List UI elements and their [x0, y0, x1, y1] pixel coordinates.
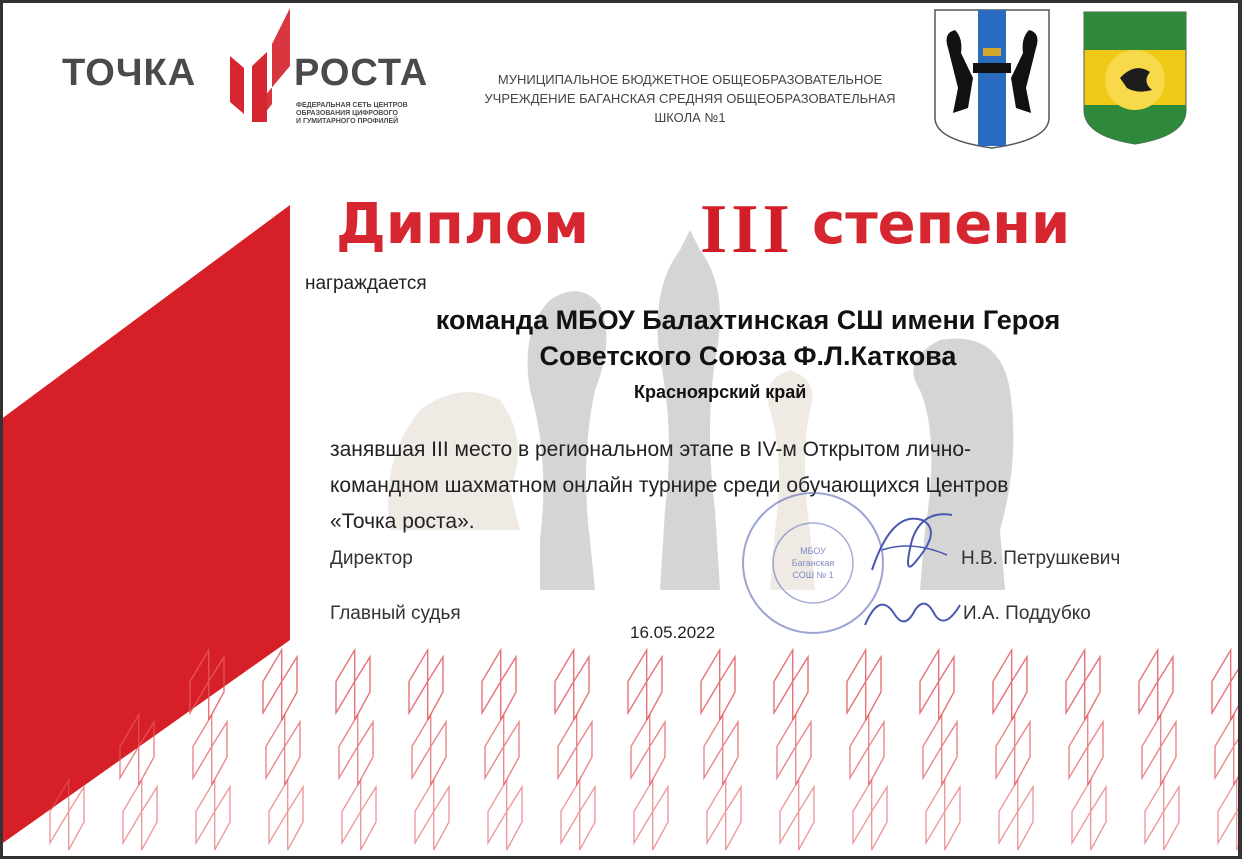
award-date: 16.05.2022 — [630, 623, 716, 642]
sprout-pattern-mark — [847, 650, 881, 720]
region: Красноярский край — [634, 382, 807, 402]
school-name — [455, 70, 925, 127]
diploma-title-degree-word: степени — [812, 192, 1071, 257]
sprout-pattern-mark — [999, 780, 1033, 850]
sprout-pattern-mark — [339, 715, 373, 785]
school-name-line: ШКОЛА №1 — [654, 110, 726, 125]
sprout-pattern-mark — [488, 780, 522, 850]
sprout-pattern-mark — [1218, 780, 1242, 850]
sprout-pattern-mark — [50, 780, 84, 850]
sprout-pattern-mark — [485, 715, 519, 785]
stamp-text: МБОУ Баганская СОШ № 1 — [791, 546, 835, 580]
sprout-pattern-mark — [996, 715, 1030, 785]
sprout-pattern-mark — [1069, 715, 1103, 785]
logo-tagline-line: ОБРАЗОВАНИЯ ЦИФРОВОГО — [296, 110, 398, 117]
awarded-label: награждается — [305, 273, 427, 294]
judge-label: Главный судья — [330, 603, 461, 624]
sprout-pattern-mark — [777, 715, 811, 785]
sprout-pattern-mark — [269, 780, 303, 850]
logo-sprout-icon — [222, 4, 297, 126]
sprout-pattern-mark — [1145, 780, 1179, 850]
sprout-pattern-mark — [482, 650, 516, 720]
team-name — [348, 302, 1148, 374]
sprout-pattern-mark — [196, 780, 230, 850]
school-name-line: МУНИЦИПАЛЬНОЕ БЮДЖЕТНОЕ ОБЩЕОБРАЗОВАТЕЛЬНОЕ — [497, 72, 883, 87]
diploma-title: Диплом — [336, 192, 590, 257]
sprout-pattern-mark — [1212, 650, 1242, 720]
diploma-degree: III — [700, 191, 794, 268]
director-signature — [862, 500, 962, 590]
sprout-pattern-mark — [1066, 650, 1100, 720]
sprout-pattern-mark — [774, 650, 808, 720]
sprout-pattern-mark — [1142, 715, 1176, 785]
sprout-pattern-mark — [631, 715, 665, 785]
sprout-pattern-mark — [409, 650, 443, 720]
sprout-pattern-mark — [336, 650, 370, 720]
logo-word-rosta: РОСТА — [294, 52, 429, 94]
sprout-pattern-mark — [120, 715, 154, 785]
sprout-pattern-mark — [704, 715, 738, 785]
logo-tagline-line: ФЕДЕРАЛЬНАЯ СЕТЬ ЦЕНТРОВ — [296, 102, 408, 109]
team-name-line: Советского Союза Ф.Л.Каткова — [539, 341, 957, 371]
logo-word-tochka: ТОЧКА — [62, 52, 197, 94]
sprout-pattern-mark — [342, 780, 376, 850]
sprout-pattern-mark — [780, 780, 814, 850]
description-line: «Точка роста». — [330, 510, 475, 533]
novosibirsk-coat-of-arms-icon — [933, 8, 1051, 150]
sprout-pattern-mark — [701, 650, 735, 720]
sprout-pattern-mark — [1139, 650, 1173, 720]
sprout-pattern-mark — [628, 650, 662, 720]
sprout-pattern-mark — [561, 780, 595, 850]
sprout-pattern-mark — [412, 715, 446, 785]
sprout-pattern-mark — [1072, 780, 1106, 850]
sprout-pattern-mark — [926, 780, 960, 850]
logo-tagline-line: И ГУМИТАРНОГО ПРОФИЛЕЙ — [296, 118, 399, 125]
sprout-pattern-mark — [266, 715, 300, 785]
sprout-pattern-mark — [415, 780, 449, 850]
description-line: занявшая III место в региональном этапе в IV-м Открытом лично- — [330, 438, 972, 461]
school-name-line: УЧРЕЖДЕНИЕ БАГАНСКАЯ СРЕДНЯЯ ОБЩЕОБРАЗОВАТЕЛЬНАЯ — [484, 91, 896, 106]
sprout-pattern-mark — [123, 780, 157, 850]
sprout-pattern — [0, 630, 1242, 859]
sprout-pattern-mark — [1215, 715, 1242, 785]
sprout-pattern-mark — [263, 650, 297, 720]
team-name-line: команда МБОУ Балахтинская СШ имени Героя — [435, 305, 1061, 335]
description-line: командном шахматном онлайн турнире среди обучающихся Центров — [330, 474, 1009, 497]
director-name: Н.В. Петрушкевич — [961, 548, 1121, 569]
sprout-pattern-mark — [555, 650, 589, 720]
sprout-pattern-mark — [558, 715, 592, 785]
sprout-pattern-mark — [193, 715, 227, 785]
sprout-pattern-mark — [923, 715, 957, 785]
director-label: Директор — [330, 548, 413, 569]
sprout-pattern-mark — [634, 780, 668, 850]
sprout-pattern-mark — [853, 780, 887, 850]
sprout-pattern-mark — [190, 650, 224, 720]
sprout-pattern-mark — [993, 650, 1027, 720]
bagan-coat-of-arms-icon — [1082, 10, 1188, 146]
sprout-pattern-mark — [850, 715, 884, 785]
sprout-pattern-mark — [707, 780, 741, 850]
logo-tagline — [296, 102, 408, 126]
sprout-pattern-mark — [920, 650, 954, 720]
judge-name: И.А. Поддубко — [963, 603, 1091, 624]
